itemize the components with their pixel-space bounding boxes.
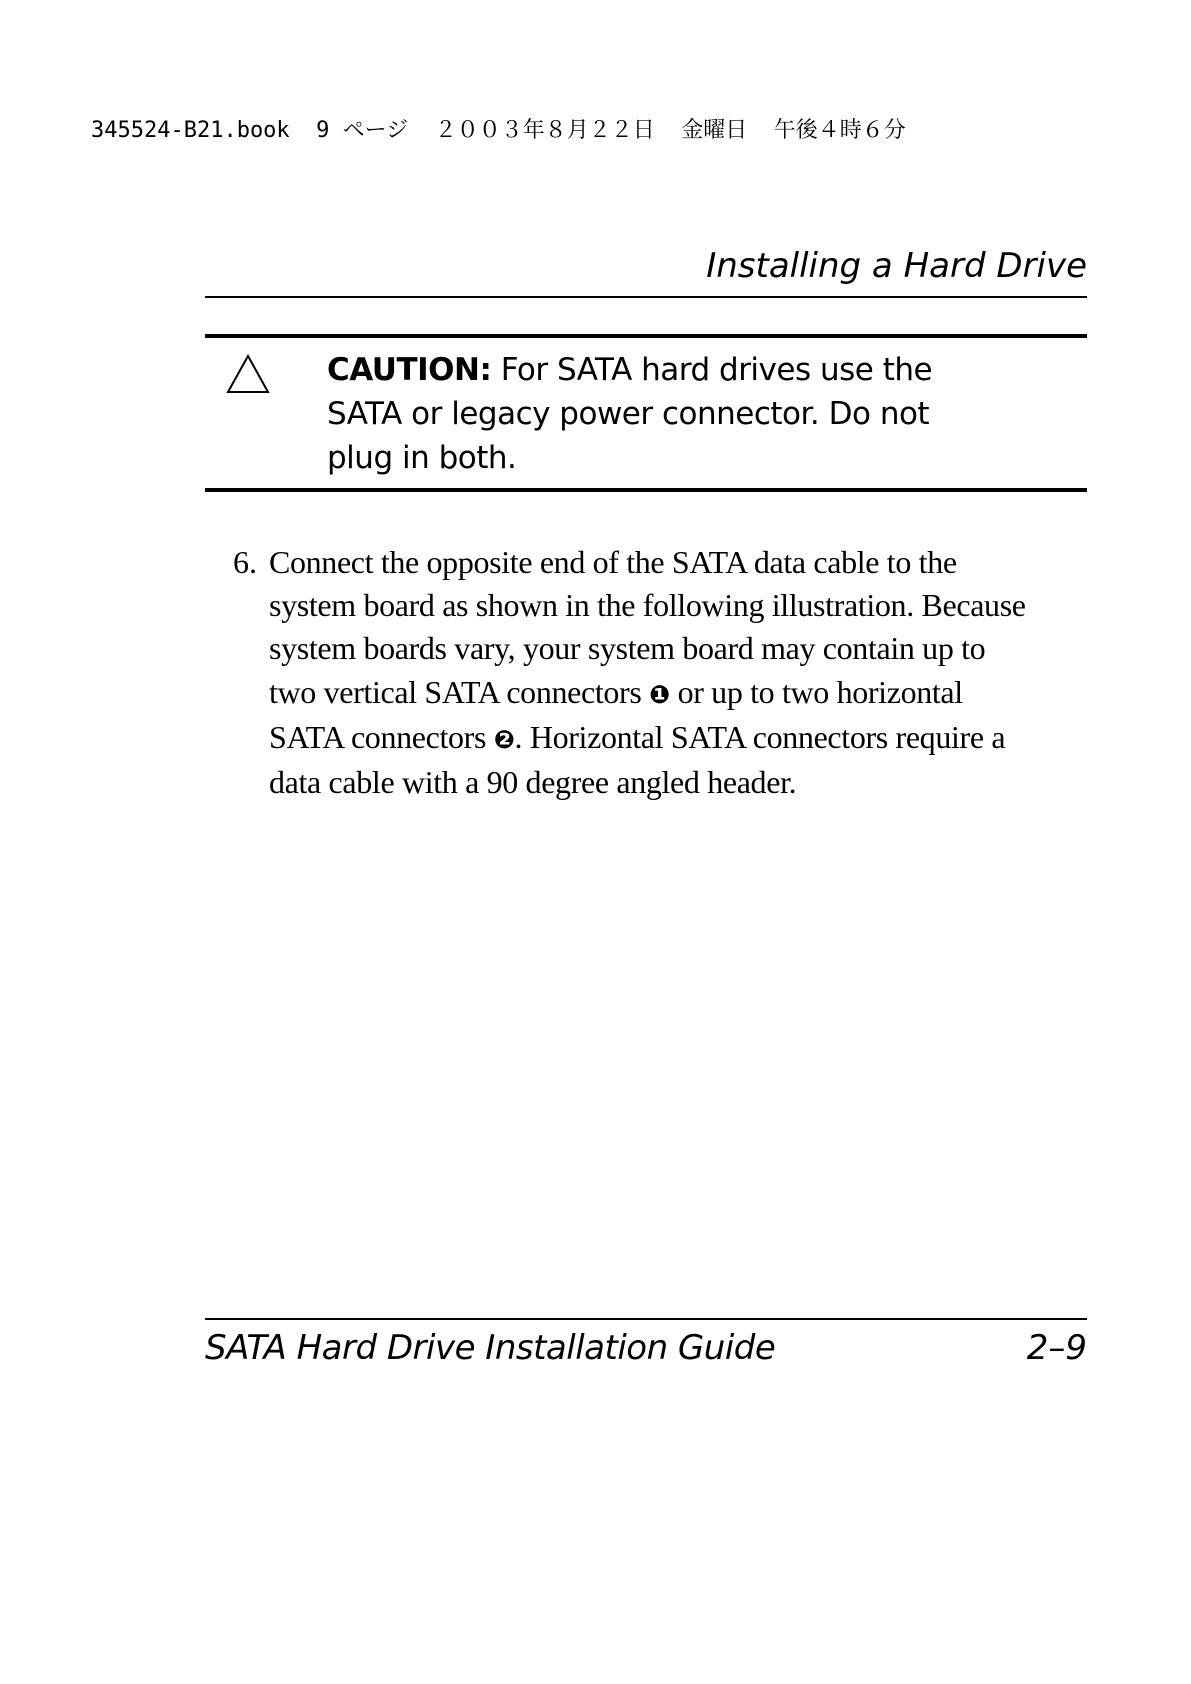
step-line-6: data cable with a 90 degree angled header. bbox=[269, 764, 797, 801]
step-line-2: system board as shown in the following illustration. Because bbox=[269, 587, 1026, 624]
footer-rule bbox=[205, 1318, 1087, 1320]
step-line-4 bbox=[269, 671, 1099, 716]
step-line-5b: . Horizontal SATA connectors require a bbox=[514, 718, 1006, 755]
callout-2-icon: ❷ bbox=[493, 724, 515, 754]
footer-page-number: 2–9 bbox=[1026, 1328, 1087, 1368]
header-rule bbox=[205, 296, 1087, 298]
running-header-title: Installing a Hard Drive bbox=[706, 246, 1087, 286]
caution-bottom-rule bbox=[205, 488, 1087, 492]
step-line-4b: or up to two horizontal bbox=[669, 673, 963, 710]
caution-line-1 bbox=[327, 348, 987, 392]
footer-guide-title: SATA Hard Drive Installation Guide bbox=[205, 1328, 776, 1368]
step-line-4a: two vertical SATA connectors bbox=[269, 673, 650, 710]
caution-label: CAUTION: bbox=[327, 352, 492, 388]
callout-1-icon: ❶ bbox=[649, 679, 670, 709]
step-line-3: system boards vary, your system board may contain up to bbox=[269, 630, 986, 667]
step-line-1: Connect the opposite end of the SATA data cable to the bbox=[269, 544, 957, 580]
step-line-5a: SATA connectors bbox=[269, 718, 494, 755]
caution-triangle-icon bbox=[226, 354, 270, 394]
step-line-5 bbox=[269, 716, 1099, 761]
caution-line-1-text: For SATA hard drives use the bbox=[500, 352, 933, 388]
caution-top-rule bbox=[205, 334, 1087, 338]
step-text bbox=[269, 541, 1099, 804]
caution-text bbox=[327, 348, 987, 480]
print-slug-line: 345524-B21.book 9 ページ ２００３年８月２２日 金曜日 午後４時６分 bbox=[91, 118, 906, 143]
caution-line-2: SATA or legacy power connector. Do not bbox=[327, 396, 930, 432]
caution-line-3: plug in both. bbox=[327, 440, 517, 476]
step-number: 6. bbox=[233, 544, 257, 580]
